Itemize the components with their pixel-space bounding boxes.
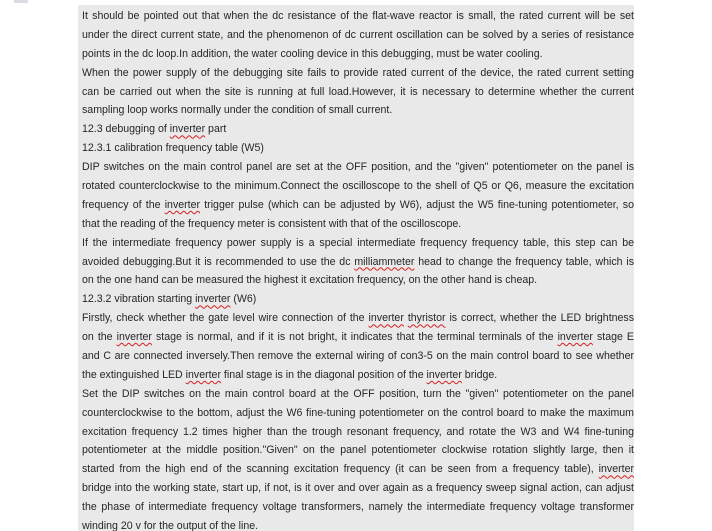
text-segment: It should be pointed out that when the dc resistance of the flat-wave reactor is small, the rated current will be set	[82, 10, 634, 22]
text-line	[82, 26, 634, 45]
text-segment: excitation frequency 1.2 times higher than the trough resonant frequency, and rotate the W3 and W4 fine-tuning	[82, 425, 634, 438]
text-segment: final stage is in the diagonal position of the	[220, 368, 427, 381]
text-segment: bridge.	[461, 368, 498, 381]
text-line	[82, 253, 634, 272]
text-line	[82, 158, 634, 177]
spellcheck-word: inverter	[164, 198, 201, 211]
text-line	[82, 101, 634, 120]
text-segment: frequency of the	[82, 198, 165, 211]
text-line	[82, 139, 634, 158]
text-line	[82, 385, 634, 404]
text-line	[82, 404, 634, 423]
text-line	[82, 498, 634, 517]
text-line	[82, 479, 634, 498]
text-segment: 12.3.2 vibration starting	[82, 293, 196, 306]
text-segment: 12.3.1 calibration frequency table (W5)	[82, 142, 264, 155]
text-segment: stage E	[592, 331, 634, 344]
text-segment: that the reading of the frequency meter is consistent with that of the oscilloscope.	[82, 217, 462, 230]
text-line	[82, 309, 634, 328]
text-segment: avoided debugging.But it is recommended to use the dc	[82, 255, 355, 268]
text-segment: Set the DIP switches on the main control board at the OFF position, turn the "given" potentiometer on the panel	[82, 387, 634, 400]
spellcheck-word: inverter	[598, 463, 634, 476]
text-segment: trigger pulse (which can be adjusted by W6), adjust the W5 fine-tuning potentiometer, so	[200, 198, 634, 211]
text-line	[82, 328, 634, 347]
text-segment: stage is normal, and if it is not bright, it indicates that the terminal terminals of the	[151, 331, 558, 344]
text-segment: can be carried out when the site is running at full load.However, it is necessary to determine whether the current	[82, 85, 634, 98]
text-segment: on the one hand can be measured the highest it excitation frequency, on the other hand is cheap.	[82, 274, 538, 287]
text-segment: rotated counterclockwise to the minimum.Connect the oscilloscope to the shell of Q5 or Q6, measure the excitation	[82, 180, 634, 193]
text-line	[82, 441, 634, 460]
text-segment: under the direct current state, and the phenomenon of dc current oscillation can be solved by a series of resistance	[82, 28, 634, 41]
text-line	[82, 423, 634, 442]
spellcheck-word: inverter	[169, 123, 206, 136]
spellcheck-word: inverter	[116, 331, 152, 344]
text-segment: (W6)	[230, 293, 257, 306]
text-line	[82, 120, 634, 139]
text-line	[82, 64, 634, 83]
text-line	[82, 460, 634, 479]
text-line	[82, 7, 634, 26]
spellcheck-word: inverter	[426, 368, 462, 381]
text-segment: If the intermediate frequency power supply is a special intermediate frequency frequency table, this step can be	[82, 236, 634, 249]
spellcheck-word: thyristor	[407, 312, 446, 325]
text-line	[82, 177, 634, 196]
spellcheck-word: inverter	[185, 368, 221, 381]
text-line	[82, 290, 634, 309]
text-line	[82, 215, 634, 234]
spellcheck-word: inverter	[195, 293, 231, 306]
text-line	[82, 347, 634, 366]
text-segment: on the	[82, 331, 117, 344]
spellcheck-word: milliammeter	[354, 255, 415, 268]
text-segment: the extinguished LED	[82, 368, 186, 381]
document-body	[78, 5, 634, 531]
text-segment: started from the high end of the scanning excitation frequency (it can be seen from a frequency table),	[82, 463, 599, 476]
text-line	[82, 196, 634, 215]
text-line	[82, 83, 634, 102]
text-segment: points in the dc loop.In addition, the water cooling device in this debugging, must be water cooling.	[82, 47, 543, 60]
text-segment: Firstly, check whether the gate level wire connection of the	[82, 312, 369, 325]
text-line	[82, 366, 634, 385]
text-segment: the phase of intermediate frequency voltage transformers, namely the intermediate frequency voltage transformer	[82, 501, 634, 514]
text-segment: head to change the frequency table, which is	[414, 255, 634, 268]
text-segment: 12.3 debugging of	[82, 123, 170, 136]
spellcheck-word: inverter	[368, 312, 404, 325]
text-segment: part	[205, 123, 227, 136]
text-segment: sampling loop works normally under the condition of small current.	[82, 104, 393, 117]
text-segment: DIP switches on the main control panel are set at the OFF position, and the "given" potentiometer on the panel is	[82, 161, 634, 174]
spellcheck-word: inverter	[557, 331, 593, 344]
text-segment: is correct, whether the LED brightness	[445, 312, 634, 325]
text-line	[82, 45, 634, 64]
text-segment: and C are connected inversely.Then remove the external wiring of con3-5 on the main control board to see whether	[82, 350, 634, 363]
text-line	[82, 271, 634, 290]
text-segment: potentiometer at the middle position."Given" on the panel potentiometer clockwise rotation slightly large, then it	[82, 444, 634, 457]
text-segment: When the power supply of the debugging site fails to provide rated current of the device, the rated current setting	[82, 66, 634, 79]
text-segment: winding 20 v for the output of the line.	[82, 520, 259, 531]
text-line	[82, 517, 634, 531]
text-segment: bridge into the working state, start up, if not, is it over and over again as a frequency sweep signal action, can adjust	[82, 482, 634, 495]
text-segment: counterclockwise to the bottom, adjust the W6 fine-tuning potentiometer on the control board to make the maximum	[82, 406, 634, 419]
left-margin-marker	[14, 0, 28, 3]
text-line	[82, 234, 634, 253]
